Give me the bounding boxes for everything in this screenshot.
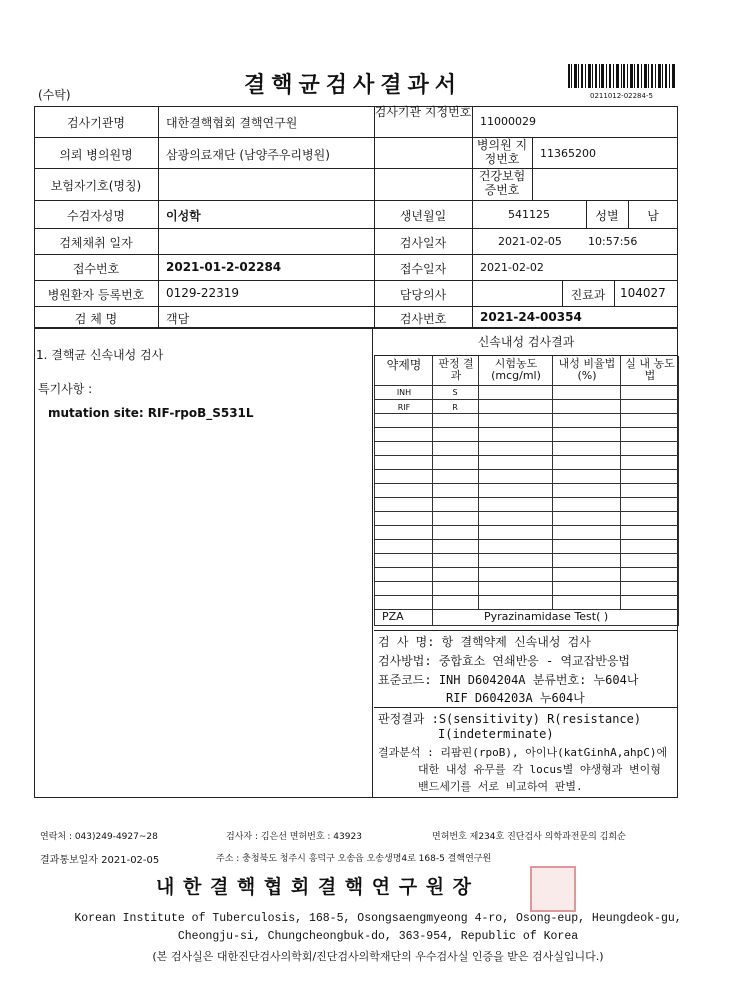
grid-cell xyxy=(553,414,621,428)
sex-label: 성별 xyxy=(595,209,619,223)
header-proportion: 내성 비율법(%) xyxy=(558,357,616,382)
grid-cell xyxy=(433,540,479,554)
lab-label: 검사기관명 xyxy=(67,116,125,130)
grid-cell xyxy=(553,498,621,512)
grid-cell xyxy=(553,568,621,582)
grid-cell xyxy=(433,498,479,512)
test-time-value: 10:57:56 xyxy=(588,235,638,248)
accession-label: 접수번호 xyxy=(72,262,120,276)
grid-cell xyxy=(375,596,433,610)
grid-cell xyxy=(433,526,479,540)
grid-cell xyxy=(375,470,433,484)
footer-license: 면허번호 제234호 진단검사 의학과전문의 김희순 xyxy=(432,832,626,842)
patient-label: 수검자성명 xyxy=(67,209,125,223)
grid-cell xyxy=(621,442,679,456)
grid-cell xyxy=(375,582,433,596)
judgement-line2: I(indeterminate) xyxy=(438,727,554,741)
receipt-date-value: 2021-02-02 xyxy=(480,261,544,274)
grid-cell xyxy=(433,456,479,470)
grid-cell xyxy=(375,428,433,442)
grid-cell xyxy=(553,512,621,526)
specimen-label: 검 체 명 xyxy=(74,312,118,326)
grid-cell xyxy=(433,442,479,456)
footer-address-kr: 주소 : 충청북도 청주시 흥덕구 오송읍 오송생명4로 168-5 결핵연구원 xyxy=(216,854,492,864)
grid-cell xyxy=(553,470,621,484)
grid-cell xyxy=(479,456,553,470)
grid-cell xyxy=(479,400,553,414)
grid-cell xyxy=(375,512,433,526)
grid-cell xyxy=(433,414,479,428)
grid-cell xyxy=(553,582,621,596)
grid-cell xyxy=(621,582,679,596)
page-title: 결핵균검사결과서 xyxy=(244,73,463,98)
grid-cell xyxy=(375,442,433,456)
footer-report-date: 결과통보일자 2021-02-05 xyxy=(40,855,160,866)
grid-cell xyxy=(375,414,433,428)
test-no-label: 검사번호 xyxy=(399,312,447,326)
grid-cell xyxy=(553,386,621,400)
chart-label: 병원환자 등록번호 xyxy=(47,288,145,302)
receipt-date-label: 접수일자 xyxy=(399,262,447,276)
hospital-id-label: 병의원 지정번호 xyxy=(476,138,528,166)
grid-cell xyxy=(375,540,433,554)
judgement-line4: 대한 내성 유무를 각 locus별 야생형과 변이형 xyxy=(418,763,661,776)
grid-cell xyxy=(621,414,679,428)
grid-cell xyxy=(375,568,433,582)
method-method: 검사방법: 중합효소 연쇄반응 - 역교잡반응법 xyxy=(378,654,631,668)
grid-cell xyxy=(479,470,553,484)
grid-cell xyxy=(553,456,621,470)
grid-cell xyxy=(553,526,621,540)
accession-value: 2021-01-2-02284 xyxy=(166,260,282,274)
health-id-label: 건강보험 증번호 xyxy=(478,169,526,197)
footer-tester: 검사자 : 김은선 면허번호 : 43923 xyxy=(226,832,362,842)
grid-cell xyxy=(433,596,479,610)
grid-cell xyxy=(479,386,553,400)
lab-value: 대한결핵협회 결핵연구원 xyxy=(166,116,298,130)
grid-cell xyxy=(375,484,433,498)
grid-cell xyxy=(479,484,553,498)
grid-cell xyxy=(375,456,433,470)
grid-cell xyxy=(621,554,679,568)
grid-cell xyxy=(621,428,679,442)
birth-label: 생년월일 xyxy=(399,209,447,223)
test-date-label: 검사일자 xyxy=(399,236,447,250)
test-no-value: 2021-24-00354 xyxy=(480,310,582,324)
grid-cell xyxy=(621,526,679,540)
grid-cell xyxy=(553,484,621,498)
grid-cell xyxy=(433,582,479,596)
grid-cell xyxy=(479,554,553,568)
judgement-line5: 밴드세기를 서로 비교하여 판별. xyxy=(418,780,583,793)
lab-id-label: 검사기관 지정번호 xyxy=(374,105,472,119)
test-date-value: 2021-02-05 xyxy=(498,235,562,248)
grid-cell xyxy=(479,442,553,456)
barcode-number: 0211012-02284-5 xyxy=(590,92,653,100)
row-result-rif: R xyxy=(452,403,458,412)
dept-value: 104027 xyxy=(620,286,666,300)
lab-id-value: 11000029 xyxy=(480,115,536,128)
grid-cell xyxy=(621,498,679,512)
footer-address-en1: Korean Institute of Tuberculosis, 168-5, Osongsaengmyeong 4-ro, Osong-eup, Heungdeok-gu, xyxy=(74,912,682,925)
grid-cell xyxy=(433,484,479,498)
doctor-label: 담당의사 xyxy=(399,288,447,302)
mutation-site: mutation site: RIF-rpoB_S531L xyxy=(48,406,254,420)
grid-cell xyxy=(621,568,679,582)
footer-certification: (본 검사실은 대한진단검사의학회/진단검사의학재단의 우수검사실 인증을 받은 검사실입니다.) xyxy=(152,950,604,963)
footer-org: 내 한 결 핵 협 회 결 핵 연 구 원 장 xyxy=(156,876,473,898)
grid-cell xyxy=(375,526,433,540)
grid-cell xyxy=(621,400,679,414)
judgement-line3: 결과분석 : 리팜핀(rpoB), 아이나(katGinhA,ahpC)에 xyxy=(378,746,668,759)
judgement-line1: 판정결과 :S(sensitivity) R(resistance) xyxy=(378,712,642,726)
sex-value: 남 xyxy=(647,209,659,223)
grid-cell xyxy=(553,554,621,568)
grid-cell xyxy=(621,386,679,400)
grid-cell xyxy=(433,568,479,582)
grid-cell xyxy=(433,428,479,442)
result-caption: 신속내성 검사결과 xyxy=(477,335,575,349)
grid-cell xyxy=(553,540,621,554)
chart-value: 0129-22319 xyxy=(166,286,240,300)
grid-cell xyxy=(553,596,621,610)
specimen-value: 객담 xyxy=(166,312,190,326)
grid-cell xyxy=(621,484,679,498)
grid-cell xyxy=(375,498,433,512)
header-drug: 약제명 xyxy=(386,358,422,372)
method-std-code2: RIF D604203A 누604나 xyxy=(446,691,585,705)
method-test-name: 검 사 명: 항 결핵약제 신속내성 검사 xyxy=(378,635,591,649)
grid-cell xyxy=(375,554,433,568)
patient-value: 이성학 xyxy=(166,209,201,223)
grid-cell xyxy=(433,512,479,526)
grid-cell xyxy=(479,428,553,442)
collect-label: 검체채취 일자 xyxy=(59,236,133,250)
pza-test: Pyrazinamidase Test( ) xyxy=(484,610,609,623)
grid-cell xyxy=(433,470,479,484)
hospital-id-value: 11365200 xyxy=(540,147,596,160)
grid-cell xyxy=(479,526,553,540)
grid-cell xyxy=(621,470,679,484)
grid-cell xyxy=(621,456,679,470)
header-concentration: 시험농도 (mcg/ml) xyxy=(491,357,541,382)
official-seal xyxy=(530,866,576,912)
hospital-label: 의뢰 병의원명 xyxy=(59,148,133,162)
grid-cell xyxy=(433,554,479,568)
grid-cell xyxy=(479,540,553,554)
row-result-inh: S xyxy=(452,388,458,397)
grid-cell xyxy=(621,512,679,526)
dept-label: 진료과 xyxy=(570,288,606,302)
test-item: 1. 결핵균 신속내성 검사 xyxy=(36,348,164,362)
barcode xyxy=(566,64,678,94)
grid-cell xyxy=(479,568,553,582)
grid-cell xyxy=(553,428,621,442)
pza-drug: PZA xyxy=(382,610,404,623)
hospital-value: 삼광의료재단 (남양주우리병원) xyxy=(166,148,330,162)
footer-address-en2: Cheongju-si, Chungcheongbuk-do, 363-954, Republic of Korea xyxy=(177,930,579,943)
birth-value: 541125 xyxy=(508,208,550,221)
receipt-tag: (수탁) xyxy=(38,88,71,102)
grid-cell xyxy=(553,400,621,414)
method-std-code: 표준코드: INH D604204A 분류번호: 누604나 xyxy=(378,673,639,687)
row-drug-inh: INH xyxy=(396,388,412,397)
header-absolute: 실 내 농도법 xyxy=(625,357,675,382)
row-drug-rif: RIF xyxy=(397,403,411,412)
grid-cell xyxy=(621,596,679,610)
grid-cell xyxy=(479,498,553,512)
grid-cell xyxy=(479,414,553,428)
grid-cell xyxy=(479,582,553,596)
grid-cell xyxy=(553,442,621,456)
grid-cell xyxy=(479,512,553,526)
grid-cell xyxy=(479,596,553,610)
footer-phone: 연락처 : 043)249-4927~28 xyxy=(40,832,158,842)
insurance-label: 보험자기호(명칭) xyxy=(50,179,142,193)
header-result: 판정 결과 xyxy=(438,357,474,382)
remarks-label: 특기사항 : xyxy=(38,382,93,396)
grid-cell xyxy=(621,540,679,554)
